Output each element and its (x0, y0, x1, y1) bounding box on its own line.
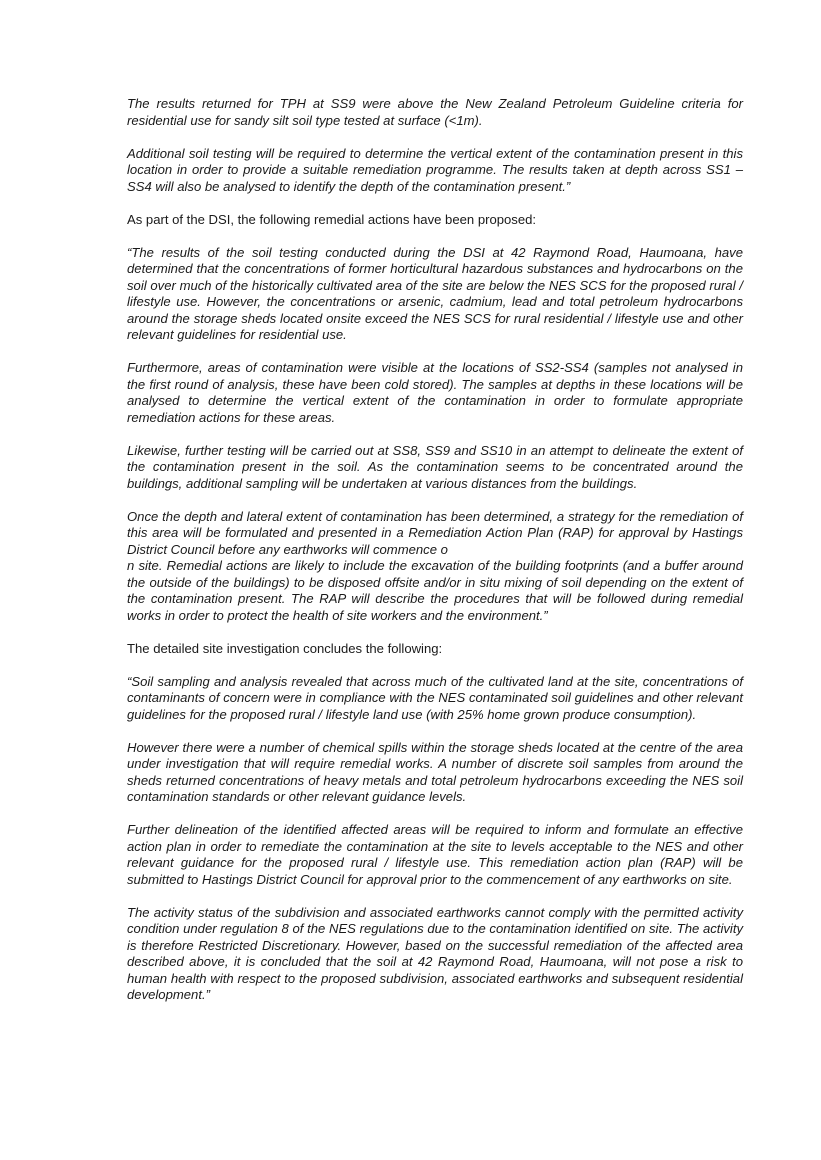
paragraph-activity-status: The activity status of the subdivision and associated earthworks cannot comply with the permitted activity condition under regulation 8 of the NES regulations due to the contamination identified on site. The activity is therefore Restricted Discretionary. However, based on the successful remediation of the affected area described above, it is concluded that the soil at 42 Raymond Road, Haumoana, will not pose a risk to human health with respect to the proposed subdivision, associated earthworks and subsequent residential development.” (127, 904, 743, 1002)
paragraph-rap-continued: n site. Remedial actions are likely to include the excavation of the building footprints (and a buffer around the outside of the buildings) to be disposed offsite and/or in situ mixing of soil depending on the extent of the contamination present. The RAP will describe the procedures that will be followed during remedial works in order to protect the health of site workers and the environment.” (127, 558, 743, 623)
paragraph-soil-sampling-analysis: “Soil sampling and analysis revealed that across much of the cultivated land at the site, concentrations of contaminants of concern were in compliance with the NES contaminated soil guidelines and other relevant guidelines for the proposed rural / lifestyle land use (with 25% home grown produce consumption). (127, 673, 743, 722)
paragraph-further-testing: Likewise, further testing will be carried out at SS8, SS9 and SS10 in an attempt to delineate the extent of the contamination present in the soil. As the contamination seems to be concentrated around the buildings, additional sampling will be undertaken at various distances from the buildings. (127, 442, 743, 491)
paragraph-further-delineation: Further delineation of the identified affected areas will be required to inform and formulate an effective action plan in order to remediate the contamination at the site to levels acceptable to the NES and other relevant guidance for the proposed rural / lifestyle use. This remediation action plan (RAP) will be submitted to Hastings District Council for approval prior to the commencement of any earthworks on site. (127, 822, 743, 887)
paragraph-remedial-intro: As part of the DSI, the following remedial actions have been proposed: (127, 211, 537, 227)
paragraph-conclusion-intro: The detailed site investigation concludes the following: (127, 640, 443, 656)
paragraph-visible-contamination: Furthermore, areas of contamination were visible at the locations of SS2-SS4 (samples not analysed in the first round of analysis, these have been cold stored). The samples at depths in these locations will be analysed to determine the vertical extent of the contamination in order to formulate appropriate remediation actions for these areas. (127, 360, 743, 425)
paragraph-additional-testing: Additional soil testing will be required to determine the vertical extent of the contamination present in this location in order to provide a suitable remediation programme. The results taken at depth across SS1 – SS4 will also be analysed to identify the depth of the contamination present.” (127, 145, 743, 194)
paragraph-soil-testing-results: “The results of the soil testing conducted during the DSI at 42 Raymond Road, Haumoana, have determined that the concentrations of former horticultural hazardous substances and hydrocarbons on the soil over much of the historically cultivated area of the site are below the NES SCS for the proposed rural / lifestyle use. However, the concentrations or arsenic, cadmium, lead and total petroleum hydrocarbons around the storage sheds located onsite exceed the NES SCS for rural residential / lifestyle use and other relevant guidelines for residential use. (127, 244, 743, 342)
paragraph-chemical-spills: However there were a number of chemical spills within the storage sheds located at the centre of the area under investigation that will require remedial works. A number of discrete soil samples from around the sheds returned concentrations of heavy metals and total petroleum hydrocarbons exceeding the NES soil contamination standards or other relevant guidance levels. (127, 739, 743, 804)
document-body (127, 96, 743, 1020)
paragraph-tph-results: The results returned for TPH at SS9 were above the New Zealand Petroleum Guideline criteria for residential use for sandy silt soil type tested at surface (<1m). (127, 96, 743, 128)
paragraph-rap-strategy: Once the depth and lateral extent of contamination has been determined, a strategy for the remediation of this area will be formulated and presented in a Remediation Action Plan (RAP) for approval by Hastings District Council before any earthworks will commence o (127, 508, 743, 557)
